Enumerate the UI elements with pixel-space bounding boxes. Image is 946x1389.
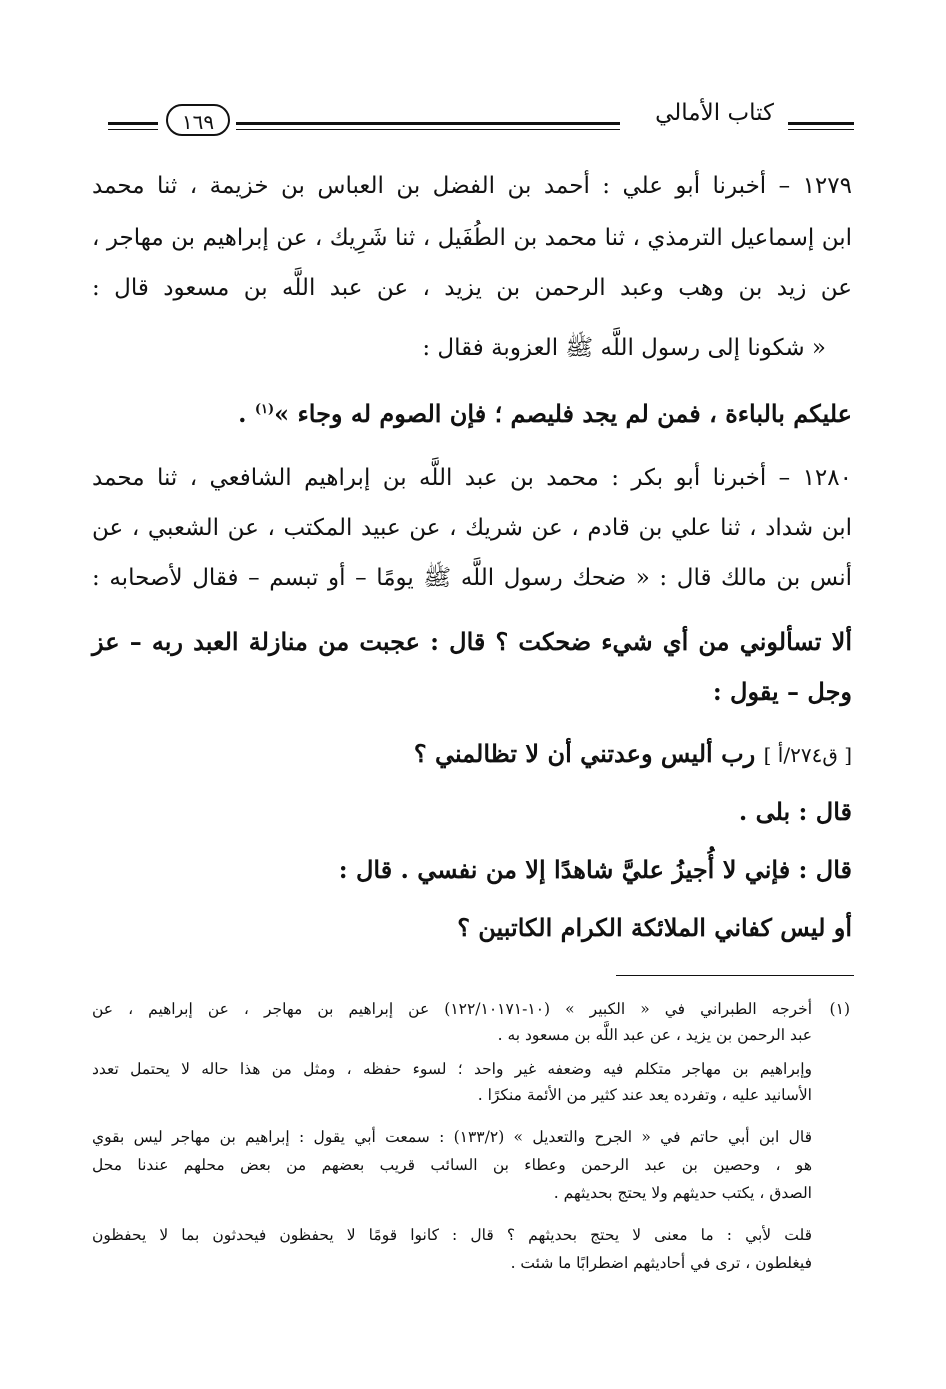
page-header	[108, 92, 854, 142]
hadith-1280-line-4: ألا تسألوني من أي شيء ضحكت ؟ قال : عجبت من منازلة العبد ربه – عز	[92, 627, 852, 656]
footnote-line-7: الصدق ، يكتب حديثهم ولا يحتج بحديثهم .	[553, 1184, 812, 1202]
footnote-line-2: عبد الرحمن بن يزيد ، عن عبد اللَّه بن مسعود به .	[497, 1026, 812, 1044]
footnote-line-3: وإبراهيم بن مهاجر متكلم فيه وضعفه غير واحد ؛ لسوء حفظه ، ومثل من هذا حاله لا يحتمل تعدد	[92, 1060, 812, 1078]
manuscript-folio-marker: [ ق٢٧٤/أ ]	[763, 743, 852, 767]
hadith-1279-text: عليكم بالباءة ، فمن لم يجد فليصم ؛ فإن الصوم له وجاء »	[274, 399, 852, 428]
hadith-1280-line-2: ابن شداد ، ثنا علي بن قادم ، عن شريك ، عن عبيد المكتب ، عن الشعبي ، عن	[92, 515, 852, 541]
hadith-1280-line-6	[92, 734, 852, 775]
hadith-1280-line-1: ١٢٨٠ – أخبرنا أبو بكر : محمد بن عبد اللَّه بن إبراهيم الشافعي ، ثنا محمد	[92, 465, 852, 491]
hadith-1279-line-3: عن زيد بن وهب وعبد الرحمن بن يزيد ، عن عبد اللَّه بن مسعود قال :	[92, 275, 852, 301]
book-title: كتاب الأمالي	[655, 100, 774, 126]
footnote-line-4: الأسانيد عليه ، وتفرده يعد عند كثير من الأئمة منكرًا .	[477, 1086, 812, 1104]
header-rule-middle	[236, 122, 620, 125]
hadith-1280-line-6-text: رب أليس وعدتني أن لا تظالمني ؟	[413, 739, 756, 768]
footnote-number: (١)	[829, 1000, 850, 1018]
hadith-1279-end: .	[238, 399, 255, 428]
hadith-1280-line-7: قال : بلى .	[738, 797, 852, 826]
footnote-ref: (١)	[254, 402, 275, 417]
footnote-line-1: أخرجه الطبراني في « الكبير » (١٠-١٢٢/١٠١٧١) عن إبراهيم بن مهاجر ، عن إبراهيم ، عن	[92, 1000, 812, 1018]
footnote-line-8: قلت لأبي : ما معنى لا يحتج بحديثهم ؟ قال : كانوا قومًا لا يحفظون فيحدثون بما لا يحفظون	[92, 1226, 812, 1244]
footnote-line-6: هو ، وحصين بن عبد الرحمن وعطاء بن السائب قريب بعضهم من بعض محلهم عندنا محل	[92, 1156, 812, 1174]
hadith-1280-line-8: قال : فإني لا أُجيزُ عليَّ شاهدًا إلا من نفسي . قال :	[338, 855, 852, 884]
hadith-1279-line-5	[92, 390, 852, 434]
hadith-1280-line-3: أنس بن مالك قال : « ضحك رسول اللَّه ﷺ يومًا – أو تبسم – فقال لأصحابه :	[92, 565, 852, 591]
footnote-line-5: قال ابن أبي حاتم في « الجرح والتعديل » (١٣٣/٢) : سمعت أبي يقول : إبراهيم بن مهاجر ليس بقوي	[92, 1128, 812, 1146]
hadith-1280-line-5: وجل – يقول :	[712, 677, 852, 706]
hadith-1279-line-1: ١٢٧٩ – أخبرنا أبو علي : أحمد بن الفضل بن العباس بن خزيمة ، ثنا محمد	[92, 173, 852, 199]
hadith-1280-line-9: أو ليس كفاني الملائكة الكرام الكاتبين ؟	[457, 913, 852, 942]
hadith-1279-line-4: « شكونا إلى رسول اللَّه ﷺ العزوبة فقال :	[422, 335, 826, 361]
header-rule-right	[788, 122, 854, 125]
header-rule-left	[108, 122, 158, 125]
hadith-1279-line-2: ابن إسماعيل الترمذي ، ثنا محمد بن الطُفَيل ، ثنا شَرِيك ، عن إبراهيم بن مهاجر ،	[92, 225, 852, 251]
footnote-separator	[616, 975, 854, 976]
page-number: ١٦٩	[166, 104, 230, 136]
footnote-line-9: فيغلطون ، ترى في أحاديثهم اضطرابًا ما شئت .	[510, 1254, 812, 1272]
